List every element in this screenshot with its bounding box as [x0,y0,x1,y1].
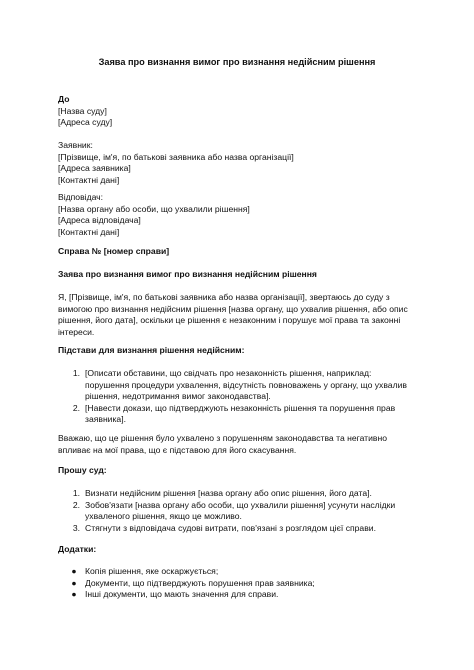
grounds-heading-block [58,345,423,357]
attachment-text: Інші документи, що мають значення для справи. [85,589,279,600]
ground-1-line: [Описати обставини, що свідчать про незаконність рішення, наприклад: [85,368,372,378]
request-3-line: Стягнути з відповідача судові витрати, пов'язані з розглядом цієї справи. [85,522,376,533]
ground-1-line: рішення, недотримання вимог законодавства]. [85,391,271,402]
attachments-heading: Додатки: [58,544,97,554]
intro-line: вимогою про визнання недійсним рішення [назва органу, що ухвалив рішення, або опис [58,303,408,314]
respondent-name: [Назва органу або особи, що ухвалили рішення] [58,203,250,214]
bullet-icon: ● [71,566,77,576]
request-1-line: Визнати недійсним рішення [назва органу або опис рішення, його дата]. [85,488,372,498]
requests-heading: Прошу суд: [58,465,107,475]
court-address: [Адреса суду] [58,117,113,128]
grounds-heading: Підстави для визнання рішення недійсним: [58,345,245,355]
bullet-icon: ● [71,577,77,588]
respondent-address: [Адреса відповідача] [58,215,141,226]
request-2-line: Зобов'язати [назва органу або особи, що ухвалили рішення] усунути наслідки [85,499,396,510]
ground-2-line: [Навести докази, що підтверджують незаконність рішення та порушення прав [85,402,396,413]
subtitle-block [58,269,423,281]
intro-paragraph [58,292,423,338]
list-item [68,566,423,578]
case-number: Справа № [номер справи] [58,246,170,256]
respondent-heading: Відповідач: [58,192,104,202]
list-item [68,488,423,500]
request-2-line: ухваленого рішення, якщо це можливо. [85,511,242,522]
list-number: 2. [72,402,80,413]
bullet-icon: ● [71,589,77,600]
list-number: 1. [72,488,80,498]
conclusion-line: Вважаю, що це рішення було ухвалено з порушенням законодавства та негативно [58,433,387,443]
list-item [68,523,423,535]
conclusion-line: впливає на мої права, що є підставою для його скасування. [58,444,297,455]
conclusion-paragraph [58,433,423,456]
addressee-heading: До [58,94,70,104]
grounds-list [68,368,423,426]
intro-line: інтереси. [58,326,95,337]
list-item [68,589,423,601]
court-name: [Назва суду] [58,105,107,116]
case-number-block [58,246,423,258]
list-number: 3. [72,522,80,533]
attachment-text: Документи, що підтверджують порушення прав заявника; [85,577,315,588]
intro-line: рішення, його дата], оскільки це рішення є незаконним і порушує мої права та законні [58,315,401,326]
attachments-list [68,566,423,601]
attachment-text: Копія рішення, яке оскаржується; [85,566,219,576]
list-item [68,578,423,590]
document-title: Заява про визнання вимог про визнання недійсним рішення [98,57,376,67]
list-item [68,368,423,403]
list-number: 2. [72,499,80,510]
list-item [68,500,423,523]
requests-list [68,488,423,534]
list-item [68,403,423,426]
ground-2-line: заявника]. [85,414,126,425]
intro-line: Я, [Прізвище, ім'я, по батькові заявника або назва організації], звертаюсь до суду з [58,292,390,302]
ground-1-line: порушення процедури ухвалення, відсутність повноважень у органу, що ухвалив [85,379,407,390]
applicant-contacts: [Контактні дані] [58,174,120,185]
respondent-block [58,192,423,238]
list-number: 1. [72,368,80,378]
addressee-block [58,94,423,129]
document-subtitle: Заява про визнання вимог про визнання недійсним рішення [58,269,317,279]
applicant-address: [Адреса заявника] [58,163,131,174]
respondent-contacts: [Контактні дані] [58,226,120,237]
applicant-block [58,140,423,186]
requests-heading-block [58,465,423,477]
applicant-heading: Заявник: [58,140,93,150]
attachments-heading-block [58,544,423,556]
applicant-name: [Прізвище, ім'я, по батькові заявника або назва організації] [58,151,294,162]
